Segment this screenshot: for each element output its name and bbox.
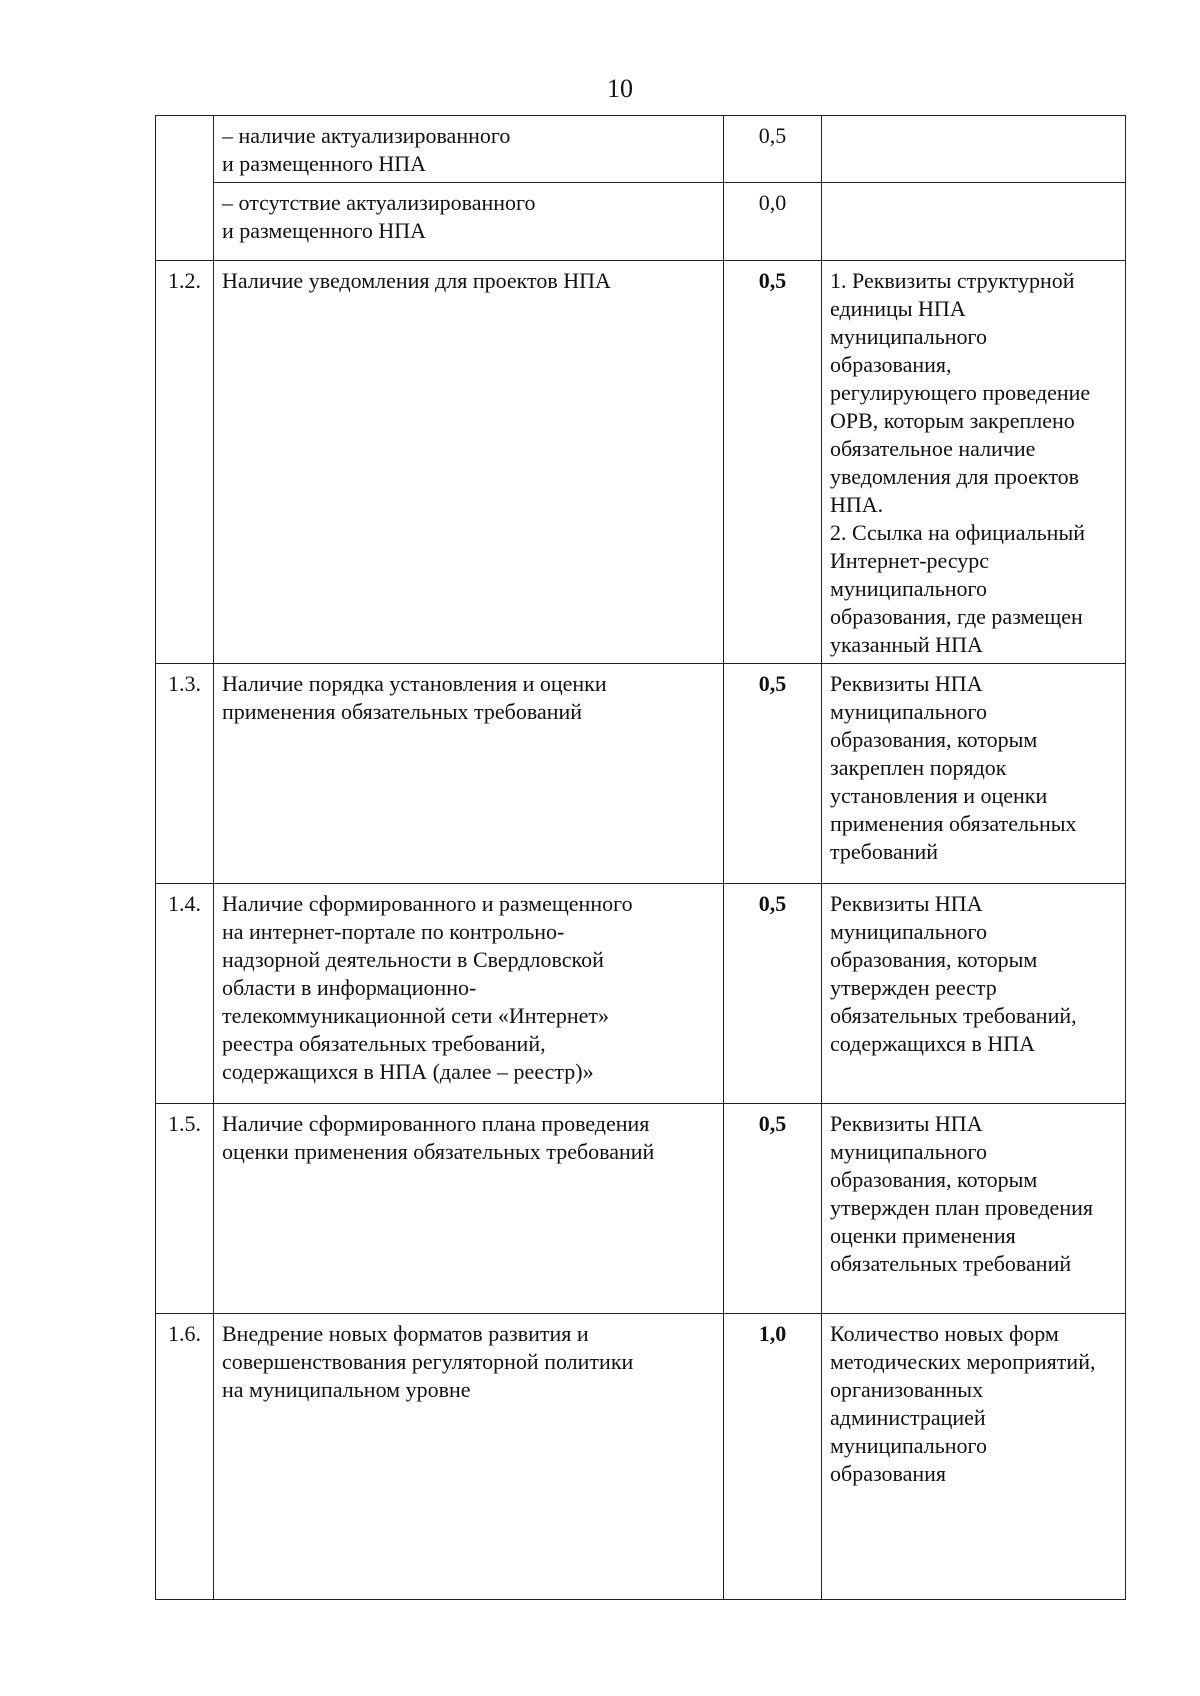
indicator-text: – отсутствие актуализированного и размещенного НПА xyxy=(222,190,536,243)
score-value: 0,0 xyxy=(758,190,787,215)
indicator-cell xyxy=(214,116,724,183)
score-value: 0,5 xyxy=(758,268,787,293)
indicator-text: Наличие порядка установления и оценки применения обязательных требований xyxy=(222,671,607,724)
table-row xyxy=(156,1104,1126,1314)
row-number: 1.5. xyxy=(168,1111,201,1136)
page-number: 10 xyxy=(607,74,633,103)
table-row xyxy=(156,884,1126,1104)
score-cell xyxy=(724,1314,822,1600)
source-cell xyxy=(822,1314,1126,1600)
source-cell xyxy=(822,1104,1126,1314)
source-text: Количество новых форм методических мероприятий, организованных администрацией муниципального образования xyxy=(830,1321,1096,1486)
indicator-text: Наличие сформированного и размещенного на интернет-портале по контрольно- надзорной деятельности в Свердловской области в информационно- телекоммуникационной сети «Интернет» реестра обязательных требований, содержащихся в НПА (далее – реестр)» xyxy=(222,891,633,1084)
indicator-text: – наличие актуализированного и размещенного НПА xyxy=(222,123,511,176)
criteria-table xyxy=(155,115,1126,1600)
indicator-text: Наличие сформированного плана проведения оценки применения обязательных требований xyxy=(222,1111,655,1164)
indicator-text: Наличие уведомления для проектов НПА xyxy=(222,268,611,293)
row-number: 1.4. xyxy=(168,891,201,916)
row-number-cell xyxy=(156,664,214,884)
table-row xyxy=(156,116,1126,183)
score-cell xyxy=(724,884,822,1104)
source-text: Реквизиты НПА муниципального образования, которым утвержден план проведения оценки применения обязательных требований xyxy=(830,1111,1093,1276)
source-cell xyxy=(822,884,1126,1104)
table-row xyxy=(156,183,1126,261)
source-cell xyxy=(822,261,1126,664)
score-value: 0,5 xyxy=(758,671,787,696)
indicator-cell xyxy=(214,664,724,884)
source-text: Реквизиты НПА муниципального образования, которым утвержден реестр обязательных требований, содержащихся в НПА xyxy=(830,891,1077,1056)
indicator-cell xyxy=(214,1314,724,1600)
score-value: 1,0 xyxy=(758,1321,787,1346)
row-number-cell xyxy=(156,116,214,261)
row-number: 1.6. xyxy=(168,1321,201,1346)
row-number-cell xyxy=(156,884,214,1104)
indicator-cell xyxy=(214,261,724,664)
table-row xyxy=(156,1314,1126,1600)
source-text: 1. Реквизиты структурной единицы НПА муниципального образования, регулирующего проведение ОРВ, которым закреплено обязательное наличие уведомления для проектов НПА. 2. Ссылка на официальный Интернет-ресурс муниципального образования, где размещен указанный НПА xyxy=(830,268,1091,657)
table-row xyxy=(156,261,1126,664)
row-number: 1.2. xyxy=(168,268,201,293)
indicator-cell xyxy=(214,183,724,261)
score-cell xyxy=(724,1104,822,1314)
row-number-cell xyxy=(156,1314,214,1600)
score-cell xyxy=(724,261,822,664)
score-cell xyxy=(724,183,822,261)
indicator-cell xyxy=(214,884,724,1104)
score-cell xyxy=(724,664,822,884)
row-number-cell xyxy=(156,261,214,664)
source-cell xyxy=(822,116,1126,183)
indicator-cell xyxy=(214,1104,724,1314)
source-text: Реквизиты НПА муниципального образования, которым закреплен порядок установления и оценки применения обязательных требований xyxy=(830,671,1077,864)
source-cell xyxy=(822,183,1126,261)
score-cell xyxy=(724,116,822,183)
row-number-cell xyxy=(156,1104,214,1314)
source-cell xyxy=(822,664,1126,884)
row-number: 1.3. xyxy=(168,671,201,696)
score-value: 0,5 xyxy=(758,123,787,148)
indicator-text: Внедрение новых форматов развития и совершенствования регуляторной политики на муниципальном уровне xyxy=(222,1321,634,1402)
score-value: 0,5 xyxy=(758,891,787,916)
score-value: 0,5 xyxy=(758,1111,787,1136)
table-row xyxy=(156,664,1126,884)
